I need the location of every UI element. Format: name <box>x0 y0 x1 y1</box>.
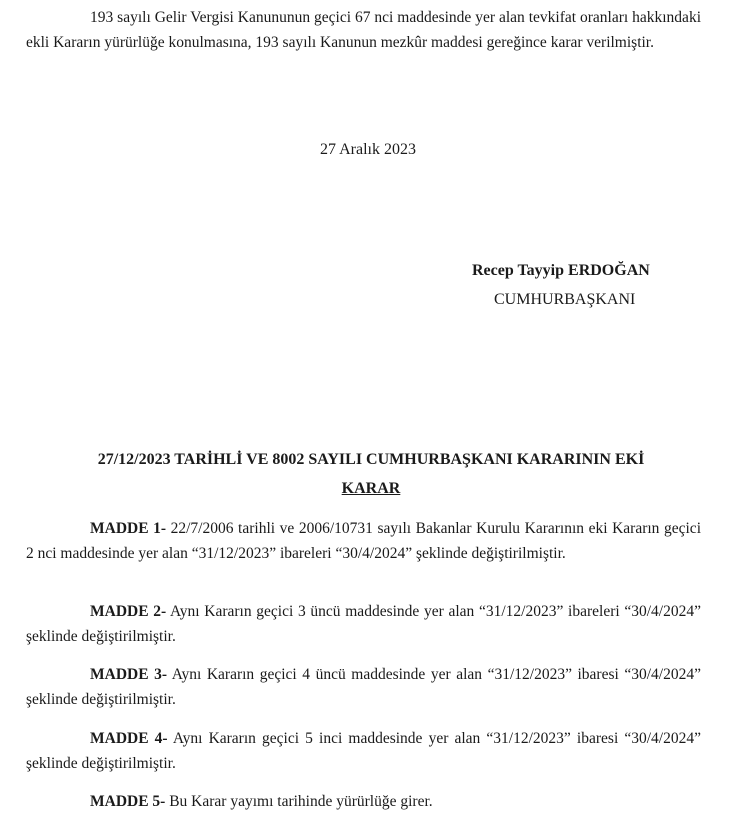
signatory-name: Recep Tayyip ERDOĞAN <box>472 262 650 279</box>
signatory-title: CUMHURBAŞKANI <box>494 291 636 308</box>
article-label: MADDE 4- <box>90 730 168 747</box>
article-text: 22/7/2006 tarihli ve 2006/10731 sayılı Bakanlar Kurulu Kararının eki Kararın geçici 2 nci maddesinde yer alan “31/12/2023” ibareleri “30/4/2024” şeklinde değiştirilmiştir. <box>26 520 701 562</box>
intro-paragraph: 193 sayılı Gelir Vergisi Kanununun geçici 67 nci maddesinde yer alan tevkifat oranları hakkındaki ekli Kararın yürürlüğe konulmasına, 193 sayılı Kanunun mezkûr maddesi gereğince karar verilmiştir. <box>26 9 701 51</box>
article-text: Bu Karar yayımı tarihinde yürürlüğe girer. <box>165 793 433 810</box>
article-text: Aynı Kararın geçici 5 inci maddesinde yer alan “31/12/2023” ibaresi “30/4/2024” şeklinde değiştirilmiştir. <box>26 730 701 772</box>
article-1 <box>26 517 701 566</box>
article-label: MADDE 1- <box>90 520 167 537</box>
article-text: Aynı Kararın geçici 3 üncü maddesinde yer alan “31/12/2023” ibareleri “30/4/2024” şeklinde değiştirilmiştir. <box>26 603 701 645</box>
decision-date: 27 Aralık 2023 <box>320 141 416 158</box>
article-2 <box>26 600 701 649</box>
annex-subheading: KARAR <box>341 480 401 497</box>
article-text: Aynı Kararın geçici 4 üncü maddesinde yer alan “31/12/2023” ibaresi “30/4/2024” şeklinde değiştirilmiştir. <box>26 666 701 708</box>
article-3 <box>26 663 701 712</box>
article-label: MADDE 3- <box>90 666 168 683</box>
article-label: MADDE 2- <box>90 603 167 620</box>
annex-heading: 27/12/2023 TARİHLİ VE 8002 SAYILI CUMHURBAŞKANI KARARININ EKİ <box>97 451 645 468</box>
article-label: MADDE 5- <box>90 793 166 810</box>
article-4 <box>26 727 701 776</box>
article-5 <box>26 790 701 815</box>
